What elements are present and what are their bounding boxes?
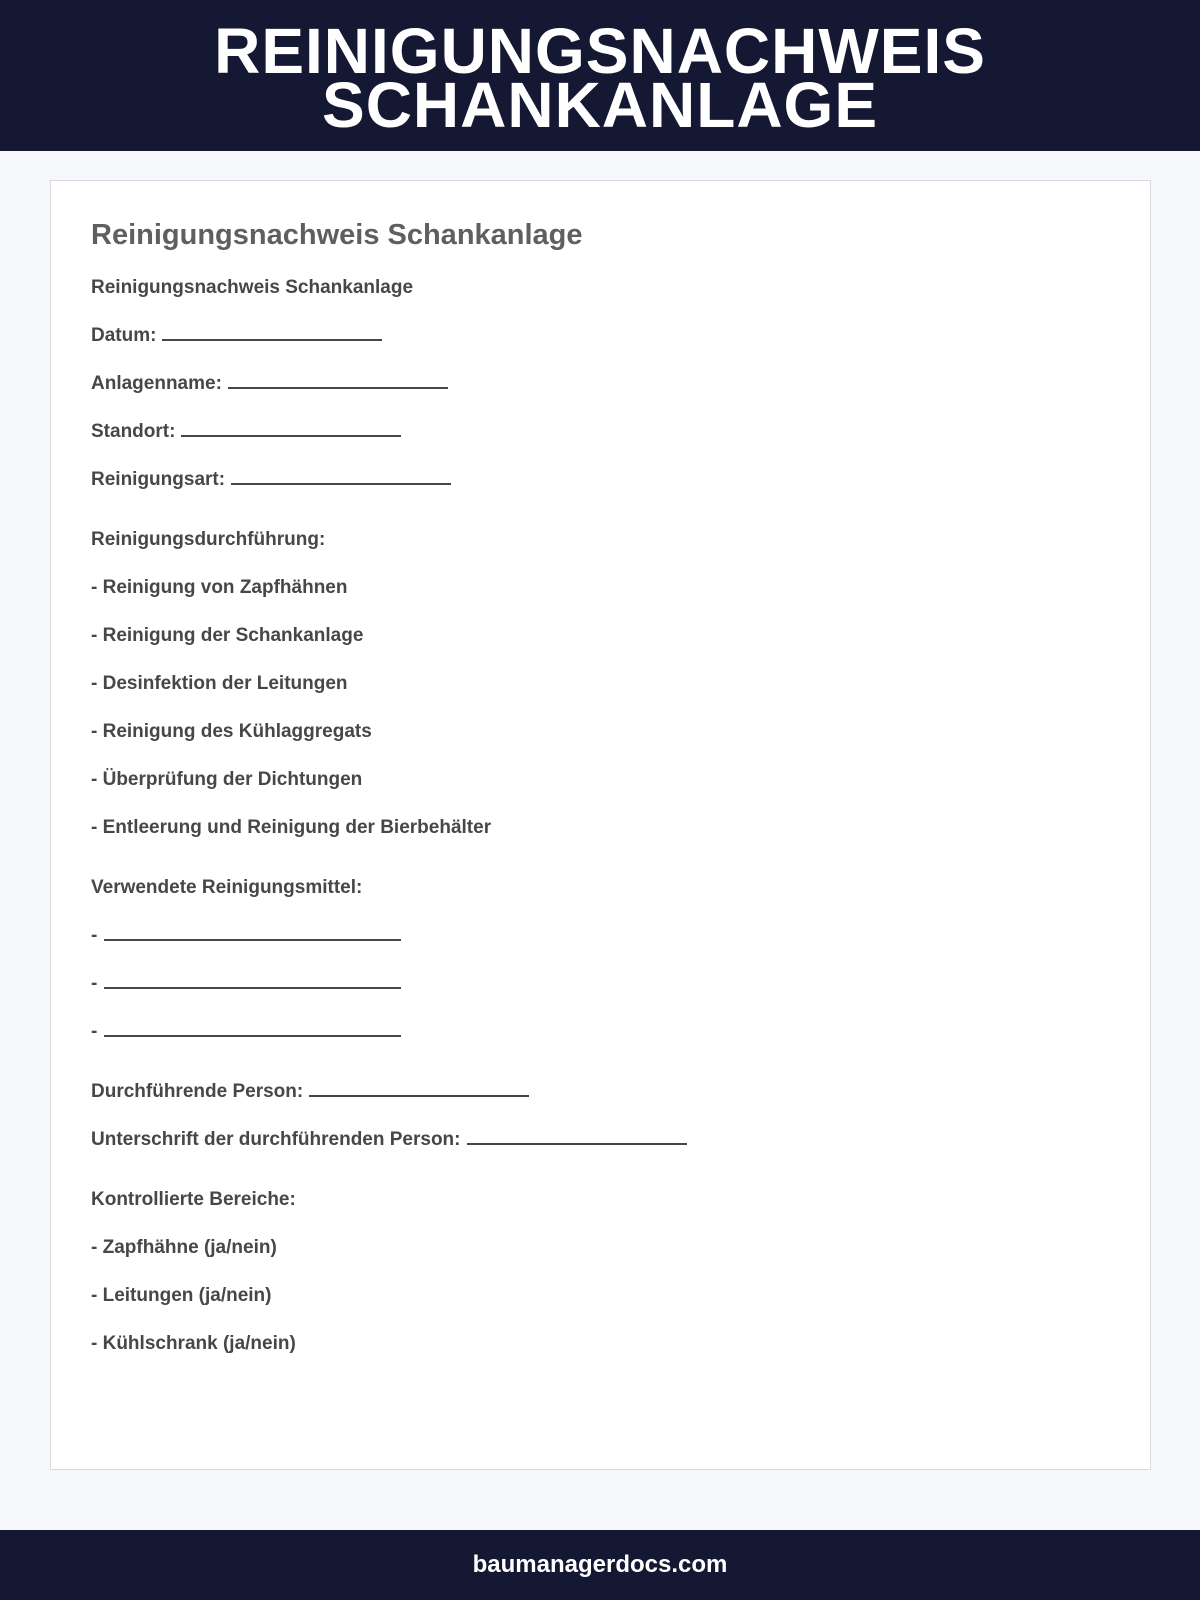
field-standort — [91, 420, 401, 444]
durchfuehrung-item: - Reinigung des Kühlaggregats — [91, 721, 372, 742]
reinigungsmittel-bullet: - — [91, 1021, 98, 1042]
field-standort-label: Standort: — [91, 421, 176, 442]
durchfuehrung-item: - Desinfektion der Leitungen — [91, 673, 348, 694]
field-anlagenname-label: Anlagenname: — [91, 373, 222, 394]
kontrolle-item: - Leitungen (ja/nein) — [91, 1285, 272, 1306]
durchfuehrung-label: Reinigungsdurchführung: — [91, 529, 326, 550]
field-unterschrift-label: Unterschrift der durchführenden Person: — [91, 1129, 461, 1150]
header-title-line-1: REINIGUNGSNACHWEIS — [214, 14, 986, 87]
field-unterschrift — [91, 1128, 687, 1152]
durchfuehrung-item: - Überprüfung der Dichtungen — [91, 769, 363, 790]
reinigungsmittel-bullet: - — [91, 973, 98, 994]
field-datum-blank[interactable] — [162, 325, 382, 341]
document-subheading: Reinigungsnachweis Schankanlage — [91, 277, 414, 298]
field-standort-blank[interactable] — [181, 421, 401, 437]
field-durchfuehrende-person-label: Durchführende Person: — [91, 1081, 304, 1102]
field-reinigungsart-label: Reinigungsart: — [91, 469, 226, 490]
field-anlagenname — [91, 372, 448, 396]
header-title-line-2: SCHANKANLAGE — [322, 68, 878, 141]
document-card — [50, 180, 1151, 1470]
reinigungsmittel-bullet: - — [91, 925, 98, 946]
field-datum-label: Datum: — [91, 325, 157, 346]
durchfuehrung-item: - Reinigung der Schankanlage — [91, 625, 364, 646]
reinigungsmittel-label: Verwendete Reinigungsmittel: — [91, 877, 363, 898]
field-reinigungsart — [91, 468, 451, 492]
reinigungsmittel-entry — [91, 924, 401, 948]
footer-site-link[interactable]: baumanagerdocs.com — [472, 1551, 728, 1578]
field-anlagenname-blank[interactable] — [228, 373, 448, 389]
kontrolle-item: - Kühlschrank (ja/nein) — [91, 1333, 296, 1354]
kontrolle-item: - Zapfhähne (ja/nein) — [91, 1237, 277, 1258]
reinigungsmittel-blank[interactable] — [104, 925, 401, 941]
field-reinigungsart-blank[interactable] — [231, 469, 451, 485]
reinigungsmittel-entry — [91, 972, 401, 996]
kontrolle-label: Kontrollierte Bereiche: — [91, 1189, 296, 1210]
durchfuehrung-item: - Reinigung von Zapfhähnen — [91, 577, 348, 598]
durchfuehrung-item: - Entleerung und Reinigung der Bierbehälter — [91, 817, 492, 838]
reinigungsmittel-blank[interactable] — [104, 973, 401, 989]
field-durchfuehrende-person — [91, 1080, 529, 1104]
field-datum — [91, 324, 382, 348]
page-header — [0, 0, 1200, 151]
page-footer — [0, 1530, 1200, 1600]
field-durchfuehrende-person-blank[interactable] — [309, 1081, 529, 1097]
field-unterschrift-blank[interactable] — [467, 1129, 687, 1145]
reinigungsmittel-blank[interactable] — [104, 1021, 401, 1037]
document-heading: Reinigungsnachweis Schankanlage — [91, 219, 583, 251]
reinigungsmittel-entry — [91, 1020, 401, 1044]
